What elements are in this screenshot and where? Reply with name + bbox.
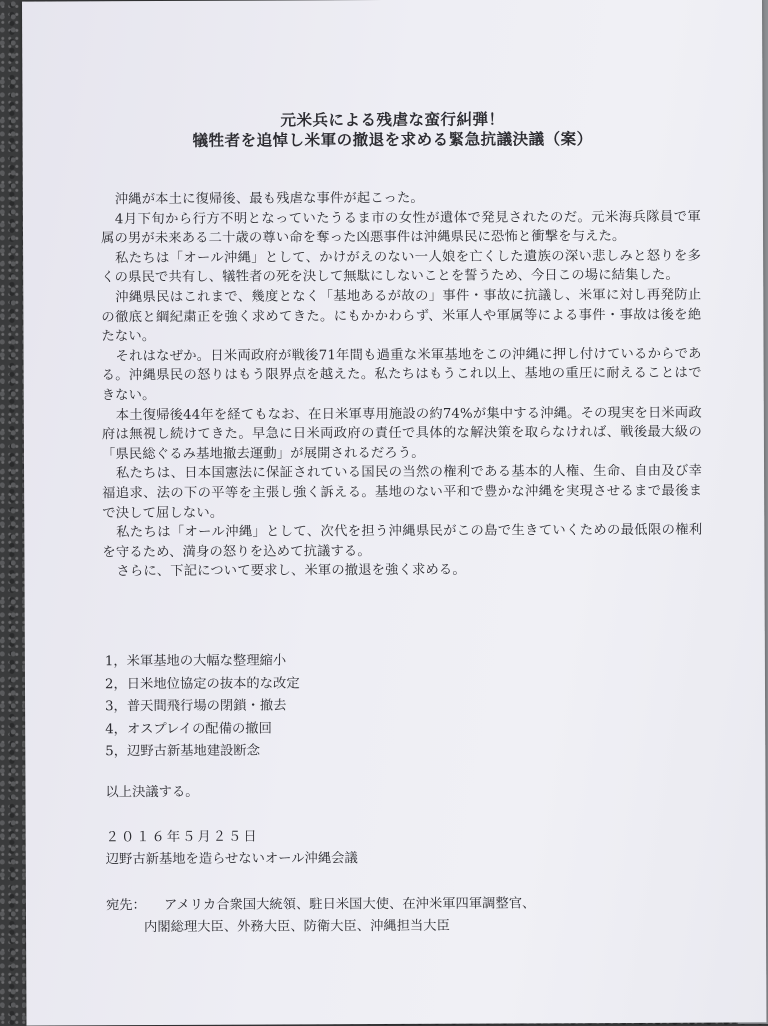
paragraph: 私たちは、日本国憲法に保証されている国民の当然の権利である基本的人権、生命、自由及び幸福追求、法の下の平等を主張し強く訴える。基地のない平和で豊かな沖縄を実現させるまで最後まで決して屈しない。 [102, 463, 703, 521]
resolution-body [101, 188, 703, 582]
resolution-date: ２０１６年５月２５日 [105, 829, 259, 846]
paragraph: 沖縄が本土に復帰後、最も残虐な事件が起こった。 [114, 190, 424, 208]
address-line-2: 内閣総理大臣、外務大臣、防衛大臣、沖縄担当大臣 [144, 918, 450, 936]
paragraph: 4月下旬から行方不明となっていたうるま市の女性が遺体で発見されたのだ。元米海兵隊員で軍属の男が未来ある二十歳の尊い命を奪った凶悪事件は沖縄県民に恐怖と衝撃を与えた。 [101, 209, 701, 247]
paragraph: さらに、下記について要求し、米軍の撤退を強く求める。 [116, 562, 466, 580]
paragraph: 私たちは「オール沖縄」として、かけがえのない一人娘を亡くした遺族の深い悲しみと怒りを多くの県民で共有し、犠牲者の死を決して無駄にしないことを誓うため、今日この場に結集した。 [101, 248, 702, 286]
paragraph: 本土復帰後44年を経てもなお、在日米軍専用施設の約74%が集中する沖縄。その現実を日米両政府は無視し続けてきた。早急に日米両政府の責任で具体的な解決策を取らなければ、戦後最大級の「県民総ぐるみ基地撤去運動」が展開されるだろう。 [101, 405, 702, 462]
paragraph: 私たちは「オール沖縄」として、次代を担う沖縄県民がこの島で生きていくための最低限の権利を守るため、満身の怒りを込めて抗議する。 [102, 522, 703, 560]
closing-statement: 以上決議する。 [105, 784, 199, 801]
paper-sheet [22, 0, 766, 1026]
title-line-2: 犠牲者を追悼し米軍の撤退を求める緊急抗議決議（案） [192, 130, 593, 150]
title-line-1: 元米兵による残虐な蛮行糾弾！ [280, 110, 505, 130]
demand-item: 3，普天間飛行場の閉鎖・撤去 [105, 698, 287, 715]
demand-item: 4，オスプレイの配備の撤回 [105, 721, 272, 737]
address-label: 宛先： [105, 898, 146, 914]
paragraph: それはなぜか。日米両政府が戦後71年間も過重な米軍基地をこの沖縄に押し付けているからである。沖縄県民の怒りはもう限界点を越えた。私たちはもうこれ以上、基地の重圧に耐えることはできない。 [101, 346, 702, 404]
address-line-1: アメリカ合衆国大統領、駐日米国大使、在沖米軍四軍調整官、 [163, 896, 536, 914]
demands-list [105, 649, 605, 764]
paragraph: 沖縄県民はこれまで、幾度となく「基地あるが故の」事件・事故に抗議し、米軍に対し再発防止の徹底と綱紀粛正を強く求めてきた。にもかかわらず、米軍人や軍属等による事件・事故は後を絶たない。 [101, 287, 702, 345]
demand-item: 5，辺野古新基地建設断念 [105, 743, 261, 760]
demand-item: 1，米軍基地の大幅な整理縮小 [104, 653, 287, 670]
organization-name: 辺野古新基地を造らせないオール沖縄会議 [105, 851, 358, 868]
demand-item: 2，日米地位協定の抜本的な改定 [104, 675, 300, 692]
